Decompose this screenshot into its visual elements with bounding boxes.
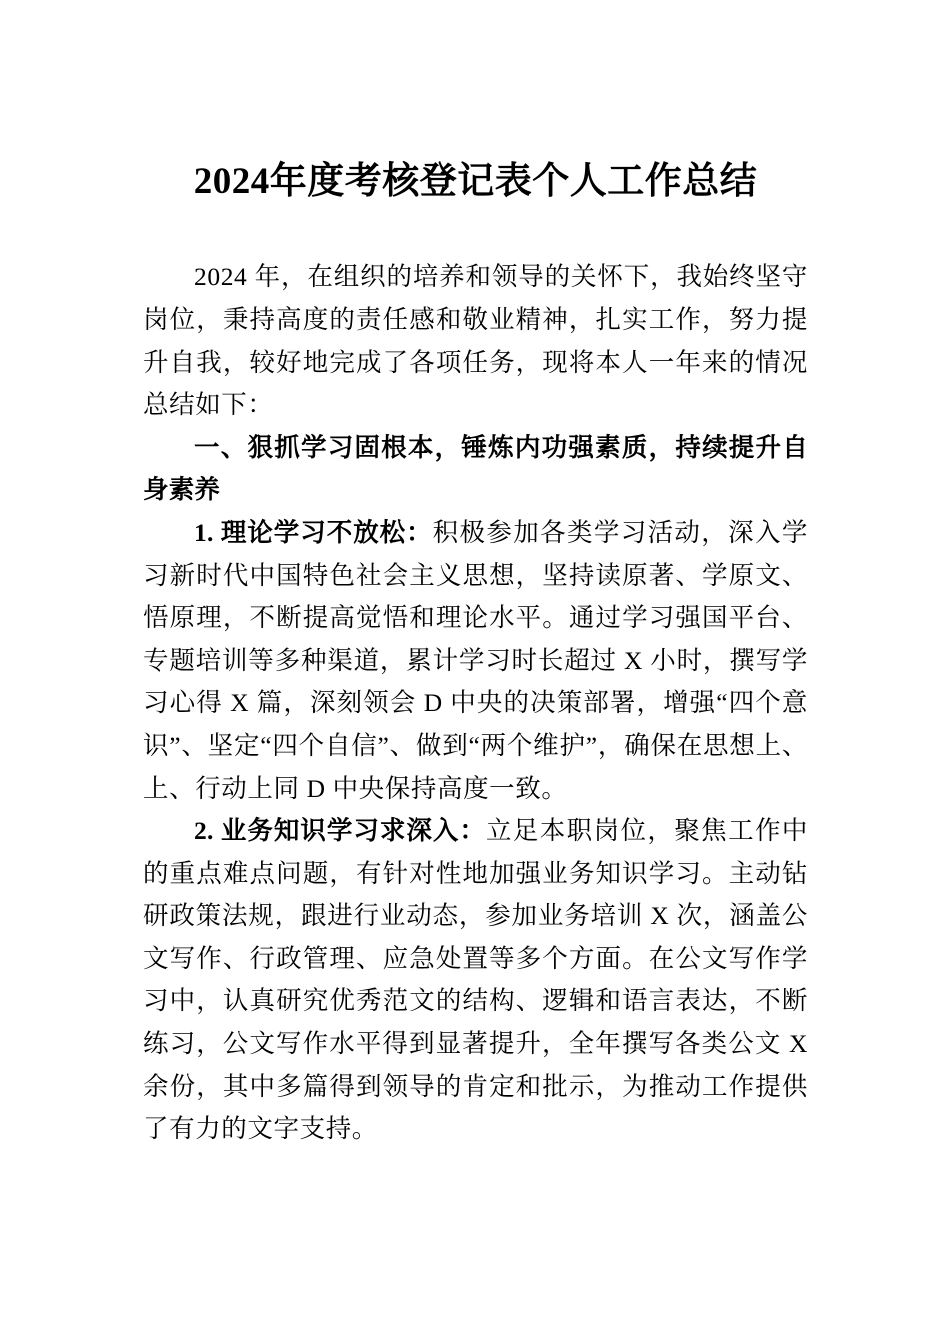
subsection-2-text: 立足本职岗位，聚焦工作中的重点难点问题，有针对性地加强业务知识学习。主动钻研政策法规，跟进行业动态，参加业务培训 X 次，涵盖公文写作、行政管理、应急处置等多个方面。在公文写作学习中，认真研究优秀范文的结构、逻辑和语言表达，不断练习，公文写作水平得到显著提升，全年撰写各类公文 X 余份，其中多篇得到领导的肯定和批示，为推动工作提供了有力的文字支持。 [143, 816, 808, 1144]
subsection-1-lead: 1. 理论学习不放松： [194, 517, 433, 547]
subsection-1-theory-study [143, 512, 808, 810]
document-body [143, 256, 808, 1150]
section-heading-one: 一、狠抓学习固根本，锤炼内功强素质，持续提升自身素养 [143, 433, 808, 505]
document-content [143, 0, 808, 1151]
subsection-2-lead: 2. 业务知识学习求深入： [194, 816, 486, 846]
page-title: 2024年度考核登记表个人工作总结 [193, 161, 758, 202]
subsection-2-business-knowledge [143, 810, 808, 1151]
intro-paragraph: 2024 年，在组织的培养和领导的关怀下，我始终坚守岗位，秉持高度的责任感和敬业精神，扎实工作，努力提升自我，较好地完成了各项任务，现将本人一年来的情况总结如下： [143, 262, 808, 420]
subsection-1-text: 积极参加各类学习活动，深入学习新时代中国特色社会主义思想，坚持读原著、学原文、悟原理，不断提高觉悟和理论水平。通过学习强国平台、专题培训等多种渠道，累计学习时长超过 X 小时，撰写学习心得 X 篇，深刻领会 D 中央的决策部署，增强“四个意识”、坚定“四个自信”、做到“两个维护”，确保在思想上、上、行动上同 D 中央保持高度一致。 [143, 517, 809, 803]
